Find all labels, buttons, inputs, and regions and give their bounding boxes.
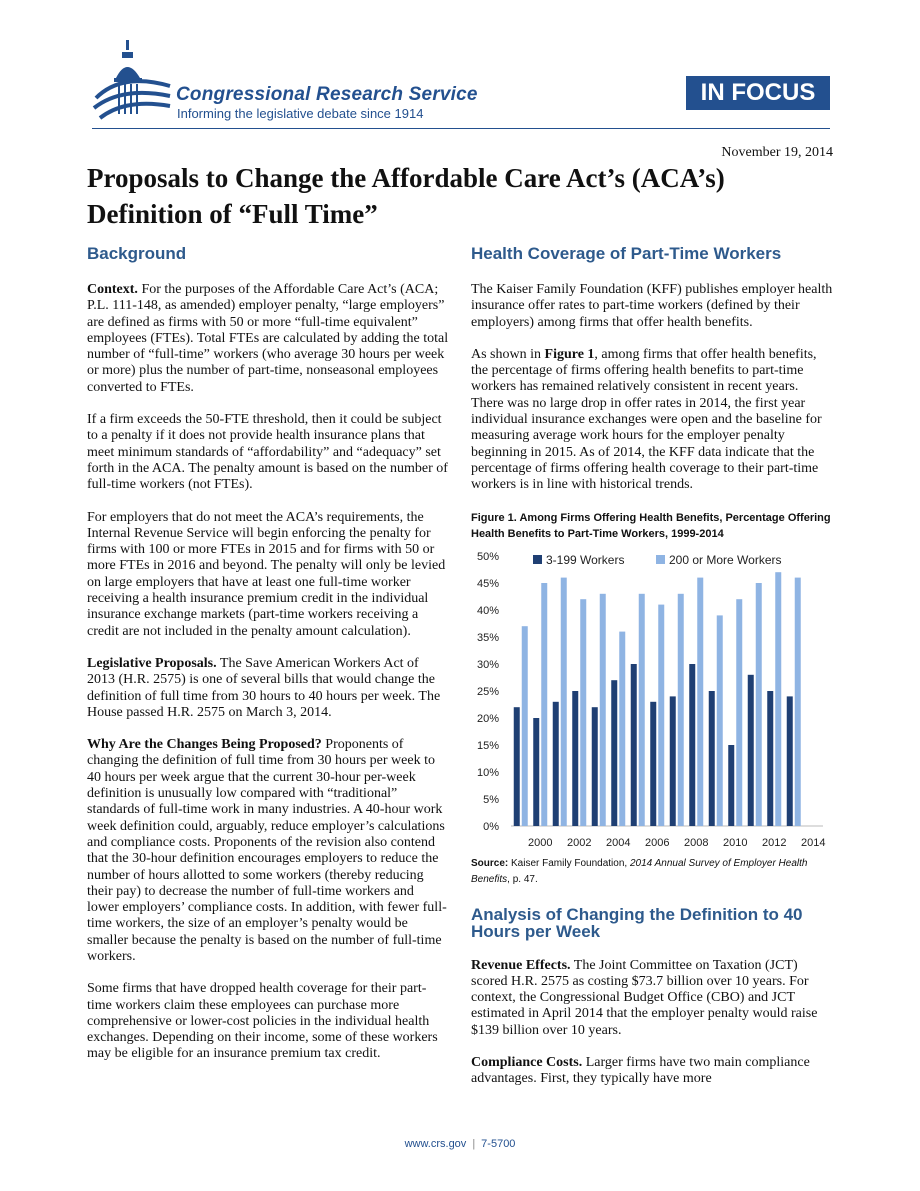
bar-large-firms xyxy=(541,583,547,826)
y-tick-label: 20% xyxy=(476,712,499,725)
text-fig-pre: As shown in xyxy=(471,346,545,362)
section-heading-part-time: Health Coverage of Part-Time Workers xyxy=(471,244,782,263)
header-divider xyxy=(92,128,830,129)
footer-url[interactable]: www.crs.gov xyxy=(404,1138,467,1150)
y-tick-label: 5% xyxy=(483,793,499,806)
footer xyxy=(0,1138,920,1150)
page-title: Proposals to Change the Affordable Care Act’s (ACA’s) Definition of “Full Time” xyxy=(87,163,725,229)
legend-label: 200 or More Workers xyxy=(669,552,782,567)
figure-caption: Figure 1. Among Firms Offering Health Benefits, Percentage Offering Health Benefits to Part-Time Workers, 1999-2014 xyxy=(471,511,831,540)
bar-small-firms xyxy=(533,718,539,826)
bar-large-firms xyxy=(697,577,703,825)
bar-chart xyxy=(471,546,833,856)
y-tick-label: 40% xyxy=(476,604,499,617)
x-tick-label: 2008 xyxy=(684,836,709,849)
in-focus-badge: IN FOCUS xyxy=(686,76,830,110)
bar-large-firms xyxy=(580,599,586,826)
bar-large-firms xyxy=(522,626,528,826)
paragraph-threshold: If a firm exceeds the 50-FTE threshold, then it could be subject to a penalty if it does not provide health insurance plans that meet minimum standards of “affordability” and “adequacy” set forth in the ACA. The penalty amount is based on the number of full-time workers (not FTEs). xyxy=(87,412,448,493)
left-column xyxy=(87,244,449,1079)
bar-small-firms xyxy=(611,680,617,826)
publication-date: November 19, 2014 xyxy=(721,145,833,160)
bar-large-firms xyxy=(795,577,801,825)
x-tick-label: 2012 xyxy=(762,836,787,849)
bar-small-firms xyxy=(572,691,578,826)
lead-compliance: Compliance Costs. xyxy=(471,1055,583,1071)
paragraph-compliance xyxy=(471,1055,833,1088)
section-heading-background: Background xyxy=(87,244,187,263)
source-tail: , p. 47. xyxy=(507,873,538,885)
y-tick-label: 10% xyxy=(476,766,499,779)
figure-source xyxy=(471,856,833,888)
y-tick-label: 45% xyxy=(476,577,499,590)
bar-large-firms xyxy=(756,583,762,826)
text-legislative: The Save American Workers Act of 2013 (H.R. 2575) is one of several bills that would change the definition of full time from 30 hours to 40 hours per week. The House passed H.R. 2575 on March 3, 2014. xyxy=(87,655,441,720)
bar-small-firms xyxy=(787,696,793,826)
bar-large-firms xyxy=(619,631,625,825)
bar-large-firms xyxy=(639,593,645,825)
right-column xyxy=(471,244,833,1104)
footer-code: 7-5700 xyxy=(481,1138,516,1150)
bar-small-firms xyxy=(728,745,734,826)
header xyxy=(0,0,920,140)
x-tick-label: 2000 xyxy=(528,836,553,849)
bar-small-firms xyxy=(592,707,598,826)
y-tick-label: 35% xyxy=(476,631,499,644)
figure-ref: Figure 1 xyxy=(544,346,595,362)
legend-swatch xyxy=(533,555,542,564)
bar-small-firms xyxy=(748,674,754,825)
x-tick-label: 2006 xyxy=(645,836,670,849)
y-tick-label: 0% xyxy=(483,820,499,833)
y-tick-label: 25% xyxy=(476,685,499,698)
lead-context: Context. xyxy=(87,282,138,297)
legend-label: 3-199 Workers xyxy=(546,552,625,567)
paragraph-legislative xyxy=(87,656,449,721)
bar-small-firms xyxy=(650,701,656,825)
bar-large-firms xyxy=(561,577,567,825)
text-context: For the purposes of the Affordable Care Act’s (ACA; P.L. 111-148, as amended) employer penalty, “large employers” are defined as firms with 50 or more “full-time equivalent” employees (FTEs). Total FTEs are calculated by adding the total number of “full-time” workers (who average 30 hours per week or more) plus the number of part-time, nonseasonal employees converted to FTEs. xyxy=(87,282,449,395)
y-tick-label: 50% xyxy=(476,550,499,563)
y-tick-label: 30% xyxy=(476,658,499,671)
figure-1-chart xyxy=(471,546,833,856)
x-tick-label: 2002 xyxy=(567,836,592,849)
paragraph-enforcement: For employers that do not meet the ACA’s requirements, the Internal Revenue Service will begin enforcing the penalty for firms with 100 or more FTEs in 2015 and for firms with 50 or more FTEs in 2016 and beyond. The penalty will only be levied on large employers that have at least one full-time worker receiving a health insurance premium credit in the individual insurance exchange markets (part-time workers receiving a credit are not included in the penalty amount calculation). xyxy=(87,509,446,639)
text-compliance: Larger firms have two main compliance advantages. First, they typically have more xyxy=(471,1055,810,1087)
paragraph-dropped-coverage: Some firms that have dropped health coverage for their part-time workers claim these employees can purchase more comprehensive or lower-cost policies in the individual health exchanges. Depending on their income, some of these workers may be eligible for an insurance premium tax credit. xyxy=(87,981,438,1062)
bar-large-firms xyxy=(736,599,742,826)
paragraph-figure-ref xyxy=(471,347,833,494)
org-tagline: Informing the legislative debate since 1914 xyxy=(177,106,424,121)
section-heading-analysis: Analysis of Changing the Definition to 40 Hours per Week xyxy=(471,904,803,941)
paragraph-why xyxy=(87,737,449,965)
text-why: Proponents of changing the definition of full time from 30 hours per week to 40 hours per week argue that the current 30-hour per-week definition is unusually low compared with “traditional” standards of full-time work in many industries. A 40-hour work week definition could, arguably, reduce employer’s calculations and compliance costs. Proponents of the revision also contend that the 30-hour definition encourages employers to reduce the number of hours allotted to some workers (thereby reducing their pay) to decrease the number of full-time workers and lower employers’ compliance costs. In addition, with fewer full-time workers, the size of an employer’s penalty would be smaller because the penalty is based on the number of full-time workers. xyxy=(87,737,447,964)
x-tick-label: 2014 xyxy=(801,836,826,849)
org-name: Congressional Research Service xyxy=(176,84,478,105)
y-tick-label: 15% xyxy=(476,739,499,752)
lead-legislative: Legislative Proposals. xyxy=(87,655,217,671)
paragraph-context xyxy=(87,282,449,396)
footer-separator: | xyxy=(472,1138,476,1150)
bar-large-firms xyxy=(658,604,664,825)
bar-large-firms xyxy=(600,593,606,825)
source-lead: Source: xyxy=(471,857,509,869)
paragraph-revenue xyxy=(471,958,833,1039)
text-revenue: The Joint Committee on Taxation (JCT) scored H.R. 2575 as costing $73.7 billion over 10 years. For context, the Congressional Budget Office (CBO) and JCT estimated in April 2014 that the employer penalty would raise $139 billion over 10 years. xyxy=(471,957,818,1038)
capitol-dome-logo-icon xyxy=(92,38,172,122)
x-tick-label: 2004 xyxy=(606,836,631,849)
source-title: 2014 Annual Survey of Employer Health Benefits xyxy=(471,857,808,885)
bar-large-firms xyxy=(775,572,781,826)
text-fig-post: , among firms that offer health benefits, the percentage of firms offering health benefits to part-time workers has remained relatively consistent in recent years. There was no large drop in offer rates in 2014, the first year individual insurance exchanges were open and the baseline for measuring average work hours for the employer penalty beginning in 2015. As of 2014, the KFF data indicate that the percentage of firms offering health coverage to their part-time workers is in line with historical trends. xyxy=(471,346,822,493)
lead-revenue: Revenue Effects. xyxy=(471,957,571,973)
bar-large-firms xyxy=(678,593,684,825)
bar-small-firms xyxy=(709,691,715,826)
bar-small-firms xyxy=(553,701,559,825)
paragraph-kff: The Kaiser Family Foundation (KFF) publishes employer health insurance offer rates to part-time workers (defined by their employers) among firms that offer health benefits. xyxy=(471,282,833,330)
bar-small-firms xyxy=(631,664,637,826)
legend-swatch xyxy=(656,555,665,564)
bar-large-firms xyxy=(717,615,723,826)
bar-small-firms xyxy=(514,707,520,826)
x-tick-label: 2010 xyxy=(723,836,748,849)
bar-small-firms xyxy=(689,664,695,826)
bar-small-firms xyxy=(670,696,676,826)
source-text: Kaiser Family Foundation, xyxy=(508,857,630,869)
bar-small-firms xyxy=(767,691,773,826)
lead-why: Why Are the Changes Being Proposed? xyxy=(87,737,322,753)
